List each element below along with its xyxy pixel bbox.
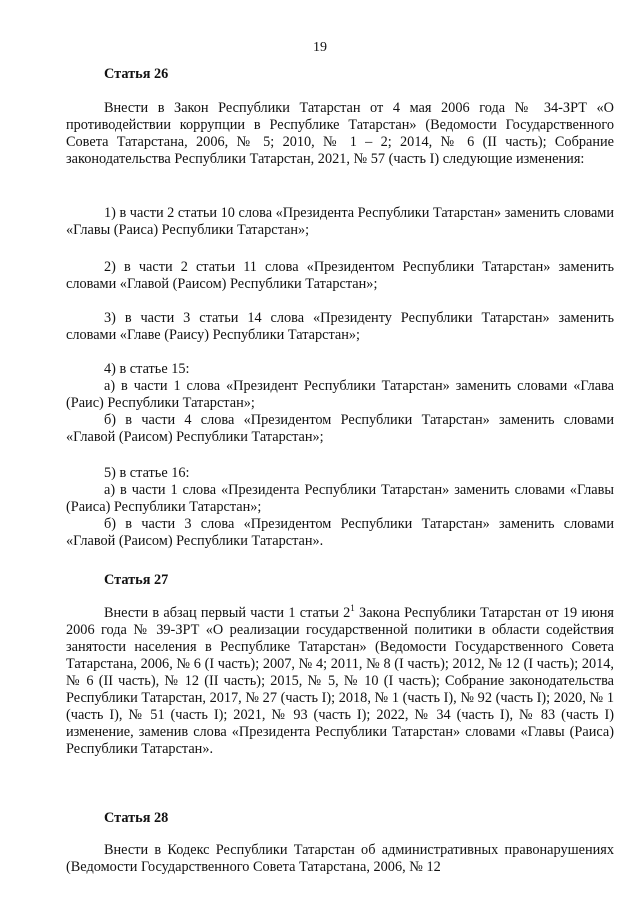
article-26-item-5a: а) в части 1 слова «Президента Республики Татарстан» заменить словами «Главы (Раиса) Республики Татарстан»; [66,482,614,515]
article-28-heading: Статья 28 [104,810,169,826]
article-28-text: Внести в Кодекс Республики Татарстан об административных правонарушениях (Ведомости Государственного Совета Татарстана, 2006, № 12 [66,842,614,875]
article-26-item-5b: б) в части 3 слова «Президентом Республики Татарстан» заменить словами «Главой (Раисом) Республики Татарстан». [66,516,614,549]
article-27-text: Внести в абзац первый части 1 статьи $2^1$ Закона Республики Татарстан от 19 июня 2006 года № 39-ЗРТ «О реализации государственной политики в области содействия занятости населения в Республике Татарстан» (Ведомости Государственного Совета Татарстана, 2006, № 6 (I часть); 2007, № 4; 2011, № 8 (I часть); 2012, № 12 (I часть); 2014, № 6 (II часть), № 12 (II часть); 2015, № 5, № 10 (I часть); Собрание законодательства Республики Татарстан, 2017, № 27 (часть I); 2018, № 1 (часть I), № 92 (часть I); 2020, № 1 (часть I), № 51 (часть I); 2021, № 93 (часть I); 2022, № 34 (часть I), № 83 (часть I) изменение, заменив слова «Президента Республики Татарстан» словами «Главы (Раиса) Республики Татарстан». [66,603,614,757]
article-26-item-1: 1) в части 2 статьи 10 слова «Президента Республики Татарстан» заменить словами «Главы (Раиса) Республики Татарстан»; [66,205,614,238]
article-26-heading: Статья 26 [104,66,169,82]
article-26-item-5: 5) в статье 16: а) в части 1 слова «Президента Республики Татарстан» заменить словами «Главы (Раиса) Республики Татарстан»; б) в части 3 слова «Президентом Республики Татарстан» заменить словами «Главой (Раисом) Республики Татарстан». [66,465,614,549]
article-26-item-4: 4) в статье 15: а) в части 1 слова «Президент Республики Татарстан» заменить словами «Глава (Раис) Республики Татарстан»; б) в части 4 слова «Президентом Республики Татарстан» заменить словами «Главой (Раисом) Республики Татарстан»; [66,361,614,445]
article-26-item-3: 3) в части 3 статьи 14 слова «Президенту Республики Татарстан» заменить словами «Главе (Раису) Республики Татарстан»; [66,310,614,343]
page-number: 19 [313,40,327,55]
article-26-item-2: 2) в части 2 статьи 11 слова «Президентом Республики Татарстан» заменить словами «Главой (Раисом) Республики Татарстан»; [66,259,614,292]
article-26-item-4a: а) в части 1 слова «Президент Республики Татарстан» заменить словами «Глава (Раис) Республики Татарстан»; [66,378,614,411]
article-26-item-4b: б) в части 4 слова «Президентом Республики Татарстан» заменить словами «Главой (Раисом) Республики Татарстан»; [66,412,614,445]
article-26-intro: Внести в Закон Республики Татарстан от 4 мая 2006 года № 34-ЗРТ «О противодействии коррупции в Республике Татарстан» (Ведомости Государственного Совета Татарстана, 2006, № 5; 2010, № 1 – 2; 2014, № 6 (II часть); Собрание законодательства Республики Татарстан, 2021, № 57 (часть I) следующие изменения: [66,100,614,167]
article-27-heading: Статья 27 [104,572,169,588]
